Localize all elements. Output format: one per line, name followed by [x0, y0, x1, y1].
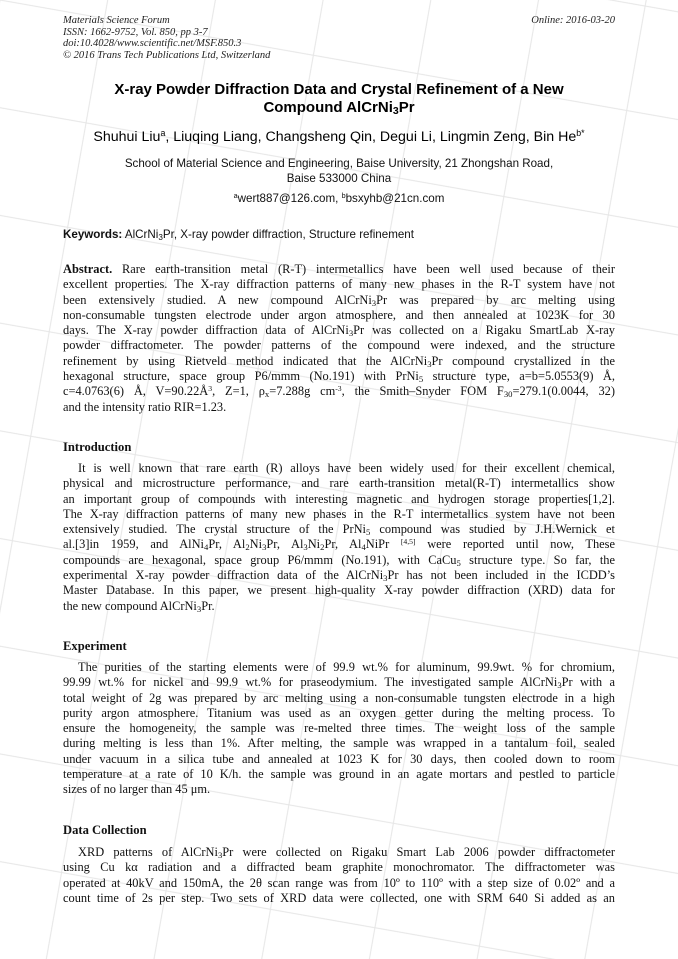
- keywords: Keywords: AlCrNi$_3$Pr, X-ray powder diffraction, Structure refinement: [63, 228, 414, 242]
- section-heading-data-collection: Data Collection: [63, 823, 147, 837]
- journal-copyright: © 2016 Trans Tech Publications Ltd, Switzerland: [63, 49, 271, 61]
- abstract: Abstract. Rare earth-transition metal (R-T) intermetallics have been well used because of their excellent properties. The X-ray diffraction patterns of many new phases in the R-T system have not been extensively studied. A new compound AlCrNi$_3$Pr was prepared by arc melting using non-consumable tungsten electrode under argon atmosphere, and then annealed at 1023K for 30 days. The X-ray powder diffraction data of AlCrNi$_3$Pr was collected on a Rigaku SmartLab X-ray powder diffractometer. The powder patterns of the compound were indexed, and the structure refinement by using Rietveld method indicated that the AlCrNi$_3$Pr compound crystallized in the hexagonal structure, space group P6/mmm (No.191) with PrNi$_5$ structure type, a=b=5.0553(9) Å, c=4.0763(6) Å, $V=90.22Å^3$, Z=1, $\rho_x=7.288g$ $cm^{-3}$, the Smith–Snyder FOM $F_{30}=279.1(0.0044$, 32) and the intensity ratio RIR=1.23.: [63, 262, 616, 414]
- section-heading-experiment: Experiment: [63, 639, 127, 653]
- paper-title: X-ray Powder Diffraction Data and Crystal Refinement of a New Compound AlCrNi$_3$Pr: [114, 81, 564, 118]
- journal-name: Materials Science Forum: [63, 15, 170, 26]
- introduction-paragraph: It is well known that rare earth (R) alloys have been widely used for their excellent chemical, physical and microstructure performance, and rare earth-transition metal(R-T) intermetallics show an important group of compounds with interesting magnetic and hydrogen storage properties[1,2]. The X-ray diffraction patterns of many new phases in the R-T intermetallics system have not been extensively studied. The crystal structure of the PrNi$_5$ compound was studied by J.H.Wernick et al.[3]in 1959, and AlNi$_4$Pr, $Al_2Ni_3Pr$, $Al_3Ni_2Pr$, $Al_4NiPr$ [4,5] were reported until now, These compounds are hexagonal, space group P6/mmm (No.191), with CaCu$_5$ structure type. So far, the experimental X-ray powder diffraction data of the AlCrNi$_3$Pr has not been included in the ICDD’s Master Database. In this paper, we present high-quality X-ray powder diffraction (XRD) data for the new compound AlCrNi$_3$Pr.: [63, 461, 615, 614]
- abstract-label: Abstract.: [63, 262, 113, 276]
- data-collection-paragraph: XRD patterns of AlCrNi$_3$Pr were collected on Rigaku Smart Lab 2006 powder diffractometer using Cu kα radiation and a diffracted beam graphite monochromator. The diffractometer was operated at 40kV and 150mA, the 2θ scan range was from 10º to 110º with a step size of 0.02º and a count time of 2s per step. Two sets of XRD data were collected, one with SRM 640 Si added as an: [63, 845, 615, 905]
- affiliation: School of Material Science and Engineering, Baise University, 21 Zhongshan Road, Baise 533000 China: [124, 157, 554, 185]
- section-heading-introduction: Introduction: [63, 440, 132, 454]
- journal-doi[interactable]: doi:10.4028/www.scientific.net/MSF.850.3: [63, 38, 242, 50]
- author-list: Shuhui Liu$^a$, Liuqing Liang, Changsheng Qin, Degui Li, Lingmin Zeng, Bin $He^{b*}$: [93, 128, 585, 145]
- author-emails[interactable]: $^a$wert887@126.com, $^b$bsxyhb@21cn.com: [233, 191, 445, 205]
- journal-header: [63, 15, 270, 61]
- online-date: Online: 2016-03-20: [531, 15, 615, 26]
- journal-issn: ISSN: 1662-9752, Vol. 850, pp 3-7: [63, 26, 208, 38]
- experiment-paragraph: The purities of the starting elements were of 99.9 wt.% for aluminum, 99.9wt. % for chromium, 99.99 wt.% for nickel and 99.9 wt.% for praseodymium. The investigated sample AlCrNi$_3$Pr with a total weight of 2g was prepared by arc melting using a non-consumable tungsten electrode in a high purity argon atmosphere. Titanium was used as an oxygen getter during the melting process. To ensure the homogeneity, the sample was re-melted three times. The weight loss of the sample during melting is less than 1%. After melting, the sample was wrapped in a tantalum foil, sealed under vacuum in a silica tube and annealed at 1023 K for 30 days, then cooled down to room temperature at a rate of 10 K/h. the sample was ground in an agate mortars and pestled to particle sizes of no larger than 45 μm.: [63, 660, 615, 797]
- keywords-label: Keywords:: [63, 228, 123, 241]
